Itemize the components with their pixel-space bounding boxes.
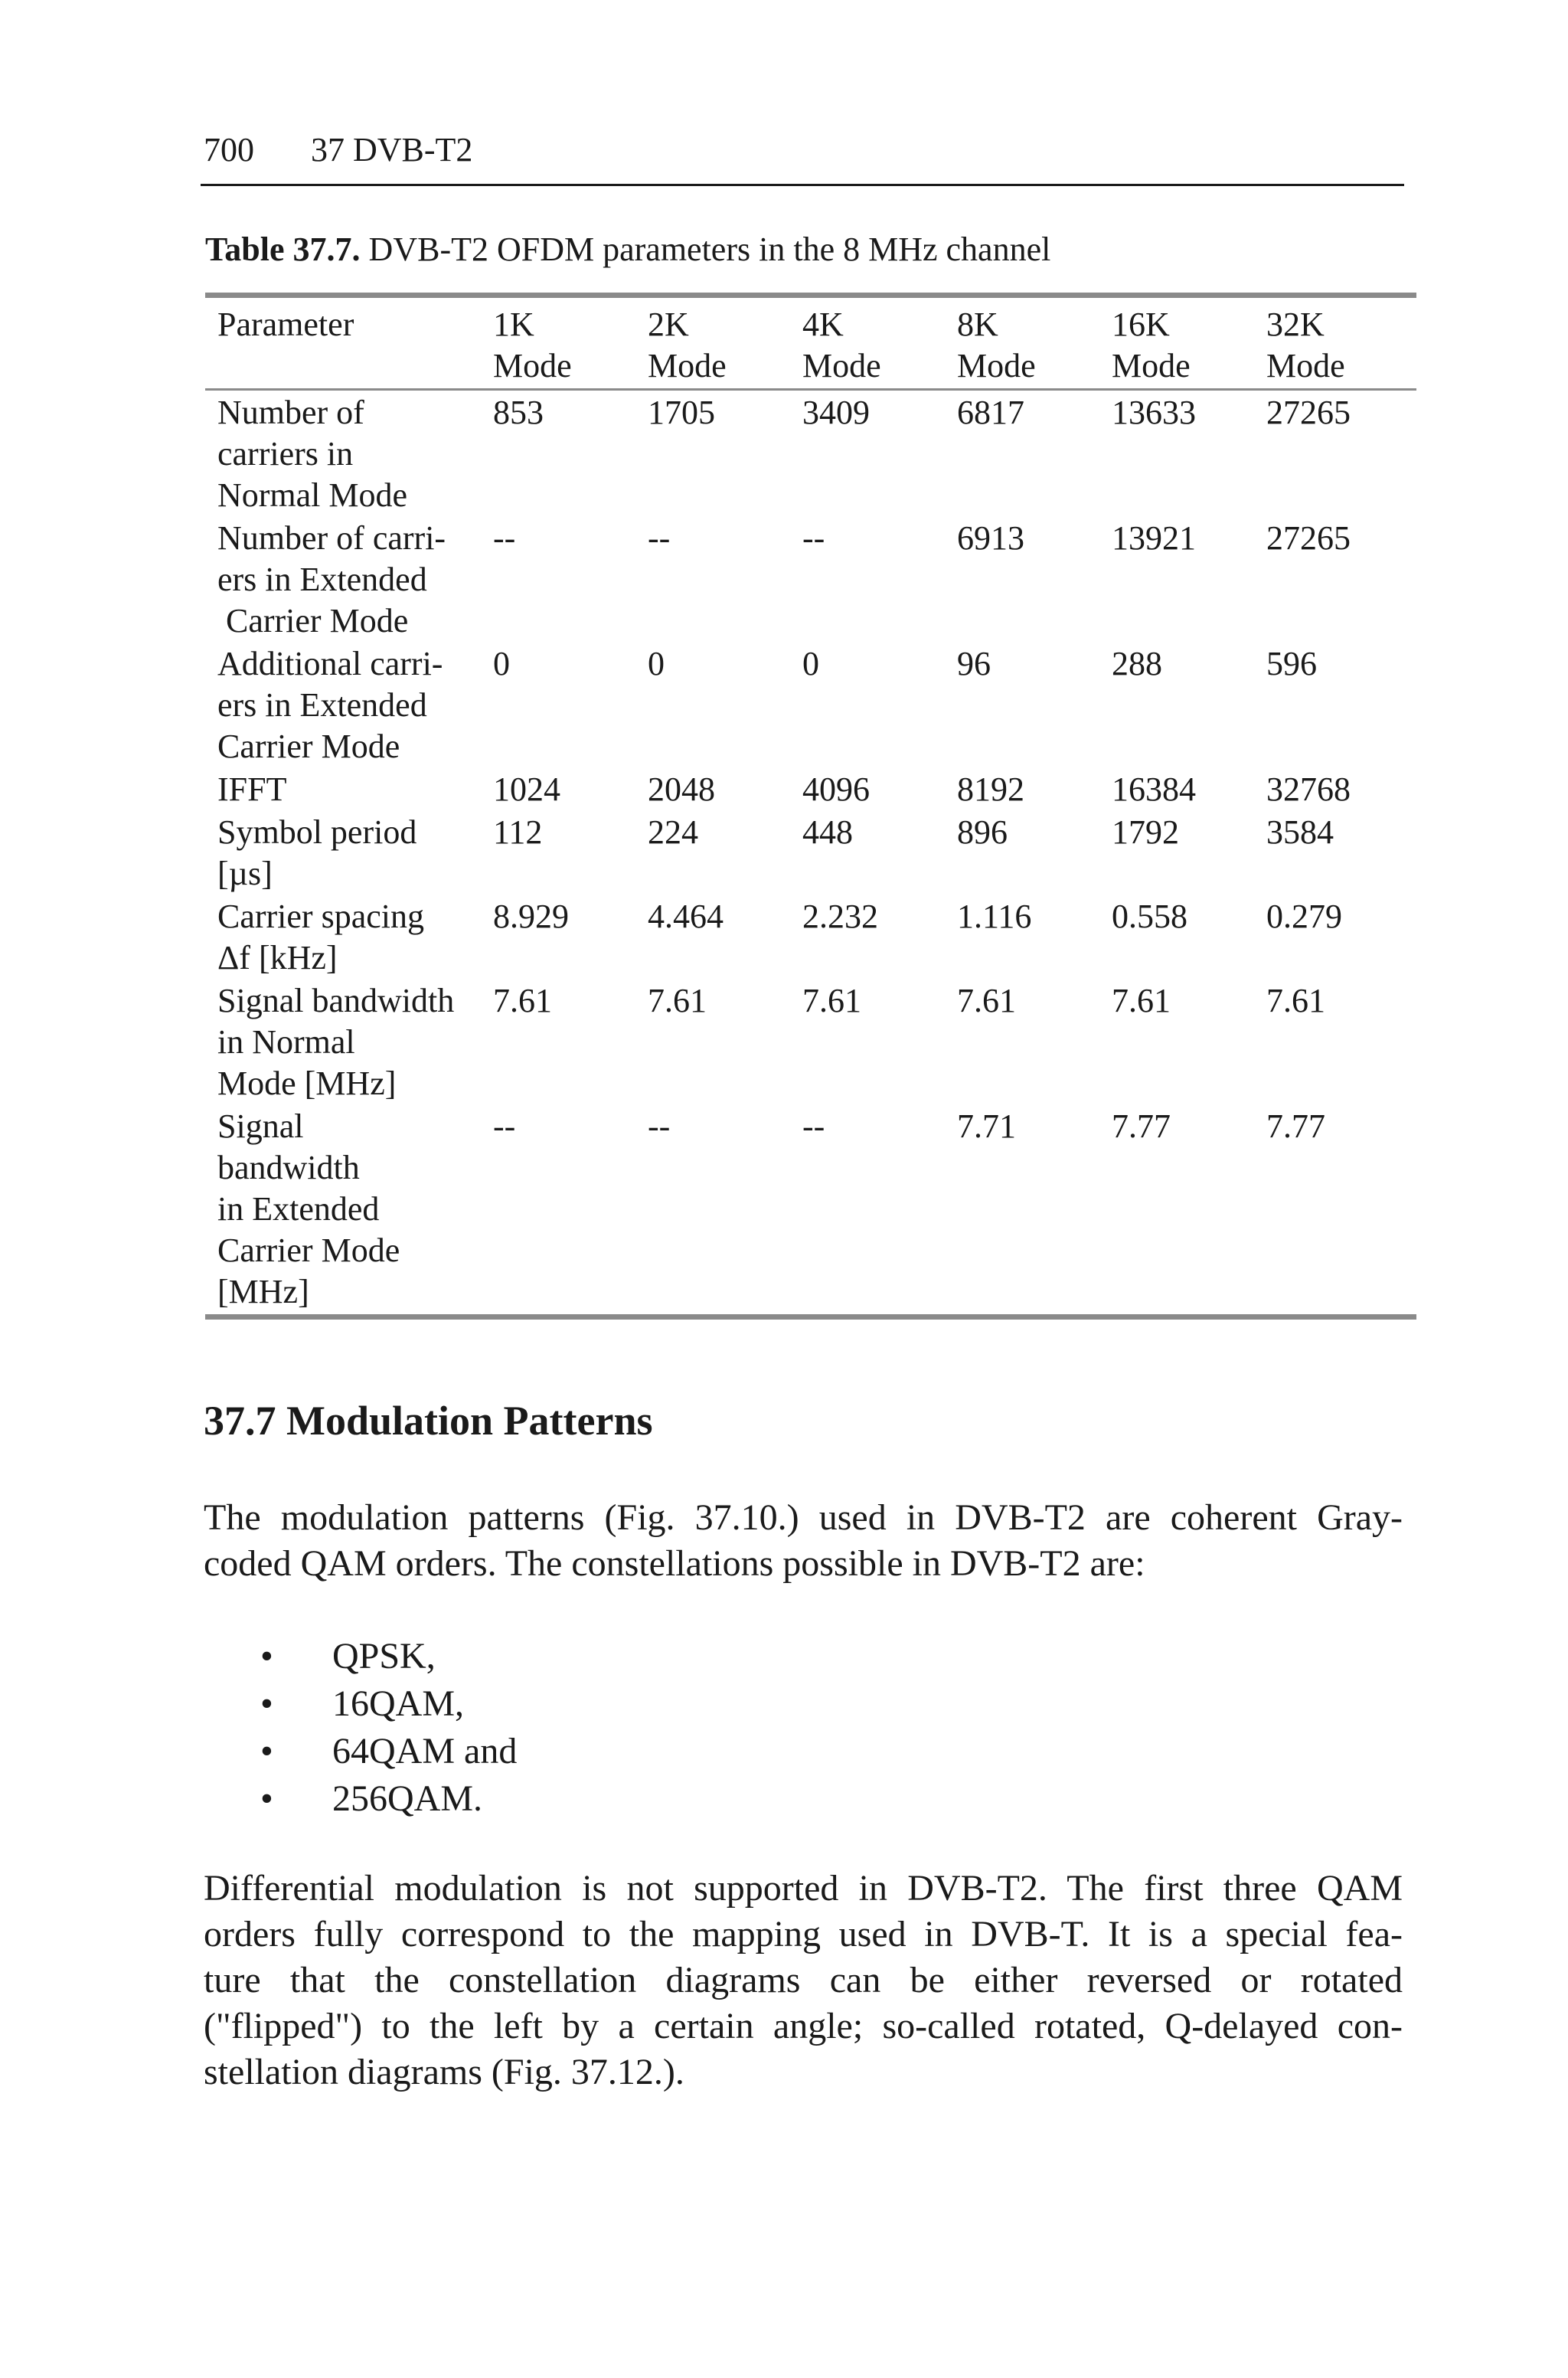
label-line: Signal bbox=[217, 1107, 304, 1145]
table-cell: 27265 bbox=[1266, 394, 1351, 431]
table-cell: -- bbox=[802, 1107, 825, 1145]
table-cell: 7.61 bbox=[957, 982, 1016, 1019]
body-paragraph bbox=[204, 1495, 1403, 1587]
row-label bbox=[205, 979, 488, 1104]
table-cell: 0 bbox=[493, 645, 510, 682]
chapter-title: 37 DVB-T2 bbox=[311, 131, 473, 168]
table-cell: 7.61 bbox=[648, 982, 707, 1019]
label-line: Signal bandwidth bbox=[217, 982, 455, 1019]
table-cell: 0 bbox=[648, 645, 665, 682]
table-cell: -- bbox=[648, 519, 671, 557]
row-label bbox=[205, 390, 488, 517]
label-line: Additional carri- bbox=[217, 645, 443, 682]
header-rule bbox=[201, 184, 1404, 186]
list-item bbox=[260, 1775, 517, 1823]
header-line: Mode bbox=[648, 347, 727, 384]
table-cell: 13633 bbox=[1112, 394, 1196, 431]
list-item-text: QPSK, bbox=[332, 1636, 436, 1676]
column-header bbox=[1262, 296, 1416, 390]
label-line: in Extended bbox=[217, 1190, 380, 1228]
text-line: ("flipped") to the left by a certain angle; so-called rotated, Q-delayed con- bbox=[204, 2006, 1403, 2046]
table-cell: -- bbox=[802, 519, 825, 557]
column-header bbox=[798, 296, 952, 390]
list-item bbox=[260, 1728, 517, 1775]
table-cell: 16384 bbox=[1112, 770, 1196, 808]
label-line: Carrier Mode bbox=[217, 602, 409, 639]
table-cell: 2048 bbox=[648, 770, 715, 808]
table-cell: 1792 bbox=[1112, 813, 1179, 851]
ofdm-parameters-table bbox=[205, 293, 1416, 1320]
page-number: 700 bbox=[204, 131, 254, 168]
label-line: Carrier Mode bbox=[217, 1232, 400, 1269]
text-line: coded QAM orders. The constellations possible in DVB-T2 are: bbox=[204, 1543, 1145, 1584]
bullet-icon: • bbox=[260, 1731, 273, 1771]
text-line: The modulation patterns (Fig. 37.10.) used in DVB-T2 are coherent Gray- bbox=[204, 1497, 1403, 1538]
table-row bbox=[205, 810, 1416, 895]
label-line: Carrier Mode bbox=[217, 728, 400, 765]
header-line: Parameter bbox=[217, 306, 354, 343]
table-cell: 853 bbox=[493, 394, 544, 431]
header-line: 8K bbox=[957, 306, 998, 343]
row-label bbox=[205, 895, 488, 979]
list-item bbox=[260, 1680, 517, 1728]
table-cell: 32768 bbox=[1266, 770, 1351, 808]
table-cell: 1024 bbox=[493, 770, 560, 808]
table-cell: 13921 bbox=[1112, 519, 1196, 557]
list-item-text: 256QAM. bbox=[332, 1778, 483, 1819]
table-cell: 1705 bbox=[648, 394, 715, 431]
header-line: 1K bbox=[493, 306, 534, 343]
label-line: Number of bbox=[217, 394, 364, 431]
table-cell: 7.61 bbox=[1266, 982, 1325, 1019]
text-line: ture that the constellation diagrams can be either reversed or rotated bbox=[204, 1960, 1403, 2000]
table-caption bbox=[205, 227, 1050, 273]
header-line: 2K bbox=[648, 306, 689, 343]
header-line: Mode bbox=[957, 347, 1036, 384]
table-cell: 0.279 bbox=[1266, 898, 1342, 935]
table-cell: -- bbox=[493, 1107, 516, 1145]
header-line: 4K bbox=[802, 306, 844, 343]
table-cell: 0.558 bbox=[1112, 898, 1187, 935]
column-header bbox=[952, 296, 1107, 390]
table-cell: 1.116 bbox=[957, 898, 1032, 935]
table-cell: 7.61 bbox=[802, 982, 861, 1019]
table-cell: 288 bbox=[1112, 645, 1162, 682]
table-cell: 596 bbox=[1266, 645, 1317, 682]
table-cell: 448 bbox=[802, 813, 853, 851]
list-item-text: 64QAM and bbox=[332, 1731, 518, 1771]
label-line: in Normal bbox=[217, 1023, 355, 1061]
table-cell: 4.464 bbox=[648, 898, 724, 935]
body-paragraph bbox=[204, 1866, 1403, 2095]
table-cell: 0 bbox=[802, 645, 819, 682]
table-cell: 224 bbox=[648, 813, 698, 851]
table-cell: -- bbox=[648, 1107, 671, 1145]
label-line: ers in Extended bbox=[217, 561, 427, 598]
running-header bbox=[204, 127, 472, 173]
label-line: carriers in bbox=[217, 435, 354, 473]
table-cell: 7.77 bbox=[1266, 1107, 1325, 1145]
header-line: Mode bbox=[802, 347, 881, 384]
label-line: Δf [kHz] bbox=[217, 939, 338, 976]
table-cell: 2.232 bbox=[802, 898, 878, 935]
label-line: Number of carri- bbox=[217, 519, 446, 557]
table-cell: 27265 bbox=[1266, 519, 1351, 557]
table-cell: -- bbox=[493, 519, 516, 557]
label-line: IFFT bbox=[217, 770, 287, 808]
table-cell: 3584 bbox=[1266, 813, 1334, 851]
table-caption-label: Table 37.7. bbox=[205, 231, 361, 268]
table-cell: 7.61 bbox=[493, 982, 552, 1019]
table-cell: 7.71 bbox=[957, 1107, 1016, 1145]
list-item-text: 16QAM, bbox=[332, 1683, 465, 1724]
table-cell: 6913 bbox=[957, 519, 1024, 557]
header-line: 16K bbox=[1112, 306, 1170, 343]
label-line: ers in Extended bbox=[217, 686, 427, 724]
row-label bbox=[205, 1104, 488, 1317]
row-label bbox=[205, 810, 488, 895]
header-line: Mode bbox=[493, 347, 572, 384]
label-line: [MHz] bbox=[217, 1273, 309, 1310]
text-line: stellation diagrams (Fig. 37.12.). bbox=[204, 2052, 684, 2092]
column-header bbox=[1107, 296, 1262, 390]
table-header-row bbox=[205, 296, 1416, 390]
table-cell: 4096 bbox=[802, 770, 870, 808]
table-cell: 8192 bbox=[957, 770, 1024, 808]
table-row bbox=[205, 390, 1416, 517]
bullet-icon: • bbox=[260, 1636, 273, 1676]
bullet-icon: • bbox=[260, 1683, 273, 1724]
table-cell: 3409 bbox=[802, 394, 870, 431]
label-line: Normal Mode bbox=[217, 476, 408, 514]
constellation-list bbox=[260, 1633, 517, 1823]
table-row bbox=[205, 979, 1416, 1104]
header-line: Mode bbox=[1266, 347, 1345, 384]
label-line: [µs] bbox=[217, 855, 273, 892]
bullet-icon: • bbox=[260, 1778, 273, 1819]
text-line: Differential modulation is not supported in DVB-T2. The first three QAM bbox=[204, 1868, 1403, 1909]
section-heading: 37.7 Modulation Patterns bbox=[204, 1398, 653, 1444]
table-row bbox=[205, 516, 1416, 642]
table-cell: 112 bbox=[493, 813, 543, 851]
label-line: Carrier spacing bbox=[217, 898, 424, 935]
table-row bbox=[205, 642, 1416, 767]
list-item bbox=[260, 1633, 517, 1680]
table-cell: 96 bbox=[957, 645, 991, 682]
row-label bbox=[205, 642, 488, 767]
label-line: Symbol period bbox=[217, 813, 417, 851]
row-label bbox=[205, 516, 488, 642]
row-label bbox=[205, 767, 488, 810]
header-line: 32K bbox=[1266, 306, 1325, 343]
table-cell: 896 bbox=[957, 813, 1008, 851]
table-cell: 7.61 bbox=[1112, 982, 1171, 1019]
table-cell: 8.929 bbox=[493, 898, 569, 935]
label-line: Mode [MHz] bbox=[217, 1065, 397, 1102]
table-row bbox=[205, 767, 1416, 810]
table-row bbox=[205, 1104, 1416, 1317]
column-header bbox=[643, 296, 798, 390]
table-cell: 6817 bbox=[957, 394, 1024, 431]
table-row bbox=[205, 895, 1416, 979]
table-caption-text: DVB-T2 OFDM parameters in the 8 MHz channel bbox=[360, 231, 1051, 268]
text-line: orders fully correspond to the mapping used in DVB-T. It is a special fea- bbox=[204, 1914, 1403, 1954]
header-line: Mode bbox=[1112, 347, 1191, 384]
column-header bbox=[205, 296, 488, 390]
label-line: bandwidth bbox=[217, 1149, 360, 1186]
column-header bbox=[488, 296, 643, 390]
table-cell: 7.77 bbox=[1112, 1107, 1171, 1145]
